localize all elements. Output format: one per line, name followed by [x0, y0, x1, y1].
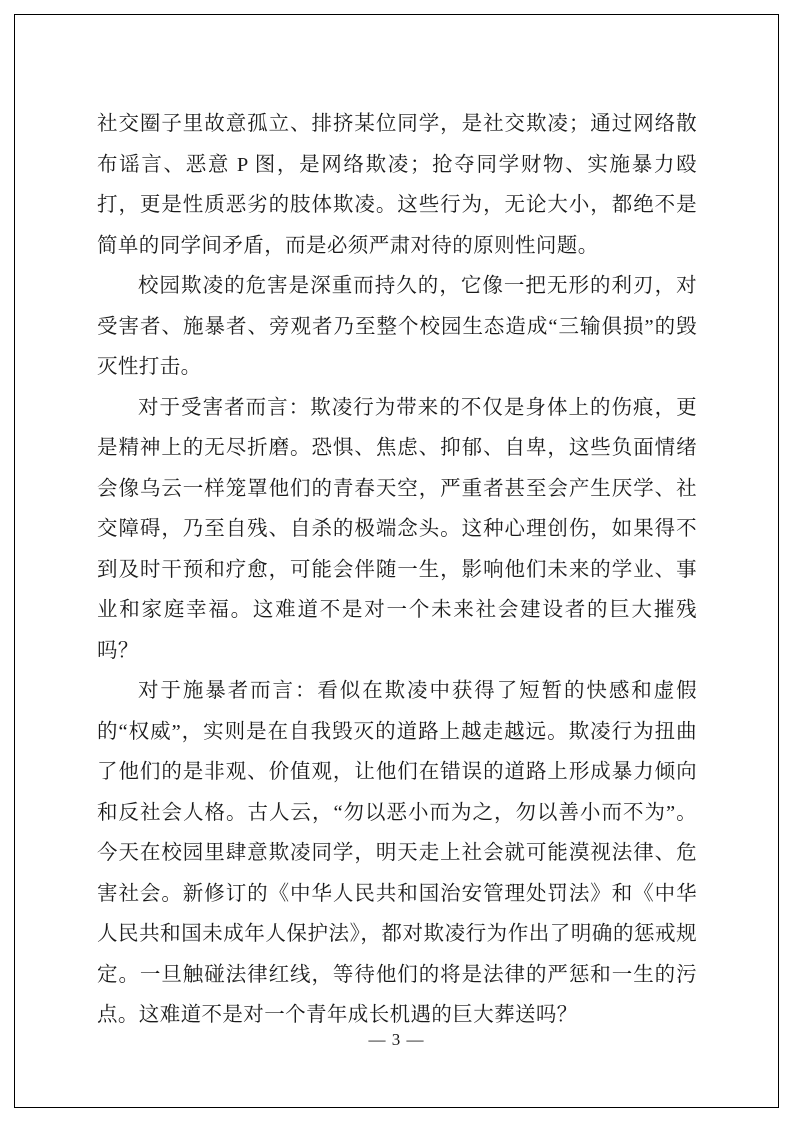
page-number: — 3 —: [368, 1030, 425, 1049]
document-body: [97, 104, 697, 1036]
paragraph: 对于施暴者而言：看似在欺凌中获得了短暂的快感和虚假的“权威”，实则是在自我毁灭的道路上越走越远。欺凌行为扭曲了他们的是非观、价值观，让他们在错误的道路上形成暴力倾向和反社会人格。古人云，“勿以恶小而为之，勿以善小而不为”。今天在校园里肆意欺凌同学，明天走上社会就可能漠视法律、危害社会。新修订的《中华人民共和国治安管理处罚法》和《中华人民共和国未成年人保护法》，都对欺凌行为作出了明确的惩戒规定。一旦触碰法律红线，等待他们的将是法律的严惩和一生的污点。这难道不是对一个青年成长机遇的巨大葬送吗？: [97, 680, 697, 1026]
paragraph: 校园欺凌的危害是深重而持久的，它像一把无形的利刃，对受害者、施暴者、旁观者乃至整个校园生态造成“三输俱损”的毁灭性打击。: [97, 275, 697, 378]
paragraph: 对于受害者而言：欺凌行为带来的不仅是身体上的伤痕，更是精神上的无尽折磨。恐惧、焦虑、抑郁、自卑，这些负面情绪会像乌云一样笼罩他们的青春天空，严重者甚至会产生厌学、社交障碍，乃至自残、自杀的极端念头。这种心理创伤，如果得不到及时干预和疗愈，可能会伴随一生，影响他们未来的学业、事业和家庭幸福。这难道不是对一个未来社会建设者的巨大摧残吗？: [97, 396, 697, 662]
paragraph: 社交圈子里故意孤立、排挤某位同学，是社交欺凌；通过网络散布谣言、恶意 P 图，是网络欺凌；抢夺同学财物、实施暴力殴打，更是性质恶劣的肢体欺凌。这些行为，无论大小，都绝不是简单的同学间矛盾，而是必须严肃对待的原则性问题。: [97, 113, 697, 257]
